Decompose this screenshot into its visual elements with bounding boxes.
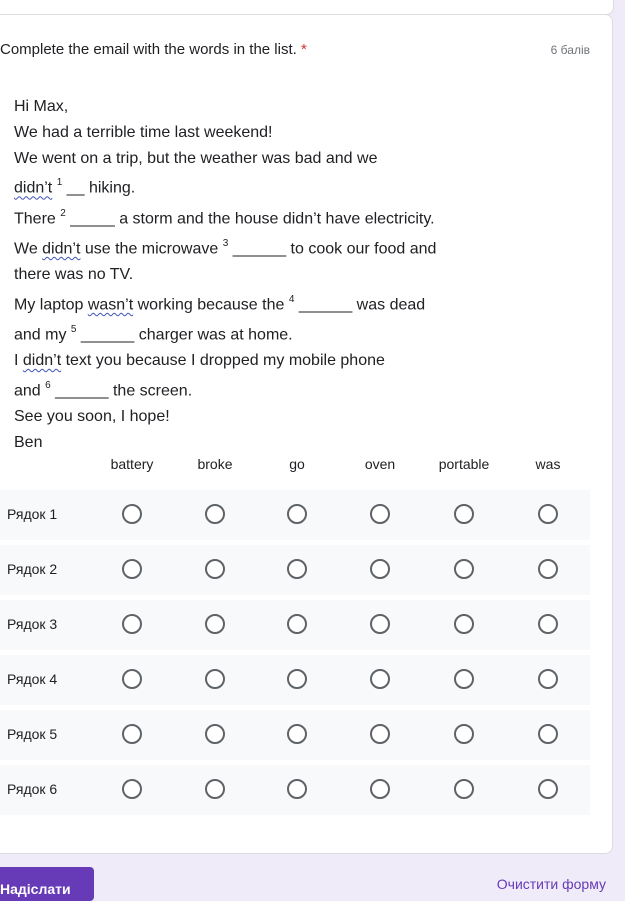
email-text [14, 94, 474, 455]
gap-number: 4 [288, 293, 295, 305]
email-text-run: ______ charger was at home. [76, 326, 293, 344]
email-text-run: We [14, 239, 43, 257]
grid-rows [0, 490, 590, 815]
email-line [14, 318, 474, 348]
email-text-run: and [14, 381, 46, 399]
radio-row6-battery[interactable] [122, 779, 142, 799]
email-line [14, 94, 474, 120]
email-text-run: ______ the screen. [50, 381, 193, 399]
clear-form-button[interactable]: Очистити форму [496, 876, 606, 892]
grid-row [0, 600, 590, 650]
row-label: Рядок 1 [7, 506, 58, 522]
question-title-text: Complete the email with the words in the list. [0, 41, 297, 58]
row-label: Рядок 6 [7, 781, 58, 797]
points-label: 6 балів [550, 43, 590, 57]
radio-row1-portable[interactable] [454, 504, 474, 524]
radio-row5-go[interactable] [287, 724, 307, 744]
column-header-broke: broke [197, 456, 233, 472]
question-title [0, 41, 307, 58]
radio-row4-battery[interactable] [122, 669, 142, 689]
radio-row1-oven[interactable] [370, 504, 390, 524]
email-text-run: _____ a storm and the house didn’t have electricity. [65, 209, 435, 227]
gap-number: 1 [56, 177, 63, 189]
email-text-run: We had a terrible time last weekend! [14, 123, 273, 141]
radio-row1-was[interactable] [538, 504, 558, 524]
row-label: Рядок 5 [7, 726, 58, 742]
email-text-run: Hi Max, [14, 98, 69, 115]
radio-row3-was[interactable] [538, 614, 558, 634]
grid-row [0, 765, 590, 815]
radio-row2-broke[interactable] [205, 559, 225, 579]
radio-row5-portable[interactable] [454, 724, 474, 744]
email-line [14, 348, 474, 374]
radio-row3-battery[interactable] [122, 614, 142, 634]
radio-row3-oven[interactable] [370, 614, 390, 634]
radio-row2-portable[interactable] [454, 559, 474, 579]
radio-row3-broke[interactable] [205, 614, 225, 634]
email-text-run: There [14, 209, 61, 227]
grid-row [0, 490, 590, 540]
email-text-run: and my [14, 326, 71, 344]
email-line [14, 262, 474, 288]
gap-number: 3 [222, 237, 229, 249]
spellcheck-word: didn’t [14, 179, 53, 197]
column-header-was: was [535, 456, 561, 472]
email-line [14, 404, 474, 430]
column-header-battery: battery [110, 456, 154, 472]
radio-row5-oven[interactable] [370, 724, 390, 744]
gap-number: 6 [45, 379, 51, 391]
email-line [14, 120, 474, 146]
spellcheck-word: didn’t [42, 239, 81, 257]
radio-row6-go[interactable] [287, 779, 307, 799]
grid-row [0, 545, 590, 595]
radio-row4-go[interactable] [287, 669, 307, 689]
column-header-go: go [289, 456, 305, 472]
email-line [14, 232, 474, 262]
email-text-run: My laptop [14, 295, 88, 313]
radio-row6-portable[interactable] [454, 779, 474, 799]
email-line [14, 146, 474, 172]
grid-row [0, 710, 590, 760]
radio-row4-broke[interactable] [205, 669, 225, 689]
email-text-run: text you because I dropped my mobile phone [61, 351, 385, 369]
email-text-run: Ben [14, 433, 43, 451]
radio-row3-go[interactable] [287, 614, 307, 634]
email-line [14, 171, 474, 201]
radio-row4-portable[interactable] [454, 669, 474, 689]
email-line [14, 374, 474, 404]
radio-row5-battery[interactable] [122, 724, 142, 744]
radio-row2-oven[interactable] [370, 559, 390, 579]
radio-row4-was[interactable] [538, 669, 558, 689]
column-header-oven: oven [364, 456, 396, 472]
row-label: Рядок 4 [7, 671, 58, 687]
choice-grid [0, 448, 590, 820]
radio-row2-go[interactable] [287, 559, 307, 579]
radio-row5-broke[interactable] [205, 724, 225, 744]
email-line [14, 202, 474, 232]
email-text-run: ______ was dead [294, 295, 426, 313]
radio-row3-portable[interactable] [454, 614, 474, 634]
email-text-run: use the microwave [80, 239, 223, 257]
email-text-run: We went on a trip, but the weather was bad and we [14, 149, 378, 167]
email-text-run: working because the [133, 295, 289, 313]
radio-row6-oven[interactable] [370, 779, 390, 799]
radio-row1-go[interactable] [287, 504, 307, 524]
previous-card-edge [0, 0, 614, 15]
grid-row [0, 655, 590, 705]
grid-header [0, 448, 590, 490]
radio-row2-battery[interactable] [122, 559, 142, 579]
radio-row5-was[interactable] [538, 724, 558, 744]
email-text-run: I [14, 351, 23, 369]
radio-row1-broke[interactable] [205, 504, 225, 524]
row-label: Рядок 3 [7, 616, 58, 632]
spellcheck-word: didn’t [22, 351, 62, 369]
gap-number: 2 [60, 207, 66, 219]
spellcheck-word: wasn’t [87, 295, 134, 313]
row-label: Рядок 2 [7, 561, 58, 577]
email-text-run: See you soon, I hope! [14, 407, 170, 425]
radio-row4-oven[interactable] [370, 669, 390, 689]
radio-row2-was[interactable] [538, 559, 558, 579]
email-text-run: there was no TV. [14, 265, 134, 283]
column-header-portable: portable [438, 456, 490, 472]
radio-row6-was[interactable] [538, 779, 558, 799]
submit-button[interactable]: Надіслати [0, 867, 94, 901]
radio-row6-broke[interactable] [205, 779, 225, 799]
required-asterisk: * [300, 41, 307, 58]
radio-row1-battery[interactable] [122, 504, 142, 524]
email-text-run: __ hiking. [62, 179, 136, 197]
email-text-run: ______ to cook our food and [228, 239, 437, 257]
email-line [14, 288, 474, 318]
gap-number: 5 [70, 323, 77, 335]
